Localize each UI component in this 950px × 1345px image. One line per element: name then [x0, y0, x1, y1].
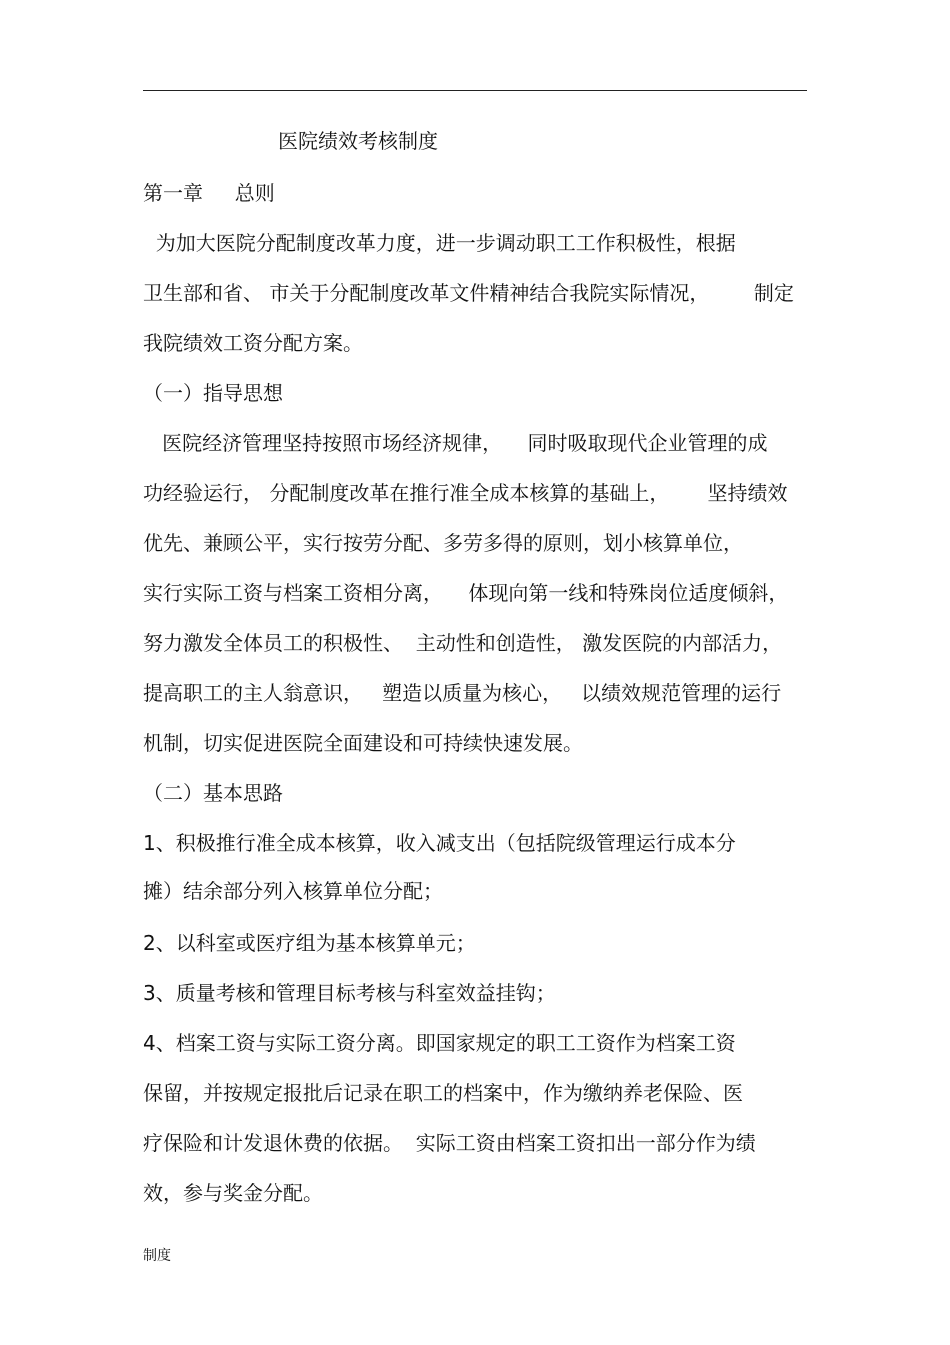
section1-line-5: 努力激发全体员工的积极性、 主动性和创造性， 激发医院的内部活力，	[143, 631, 783, 655]
section2-line-3: 2、以科室或医疗组为基本核算单元；	[143, 931, 476, 955]
intro-line-1: 为加大医院分配制度改革力度，进一步调动职工工作积极性，根据	[143, 231, 736, 255]
section1-heading: （一）指导思想	[143, 381, 283, 405]
page-footer-label: 制度	[143, 1248, 171, 1264]
chapter-heading: 第一章 总则	[143, 181, 275, 205]
section2-line-4: 3、质量考核和管理目标考核与科室效益挂钩；	[143, 981, 556, 1005]
intro-line-2: 卫生部和省、 市关于分配制度改革文件精神结合我院实际情况， 制定	[143, 281, 794, 305]
section1-line-1: 医院经济管理坚持按照市场经济规律， 同时吸取现代企业管理的成	[143, 431, 768, 455]
section1-line-4: 实行实际工资与档案工资相分离， 体现向第一线和特殊岗位适度倾斜，	[143, 581, 789, 605]
section1-line-3: 优先、兼顾公平，实行按劳分配、多劳多得的原则，划小核算单位，	[143, 531, 743, 555]
section2-heading: （二）基本思路	[143, 781, 283, 805]
section2-line-6: 保留，并按规定报批后记录在职工的档案中，作为缴纳养老保险、医	[143, 1081, 743, 1105]
section1-line-2: 功经验运行， 分配制度改革在推行准全成本核算的基础上， 坚持绩效	[143, 481, 788, 505]
section2-line-8: 效，参与奖金分配。	[143, 1181, 323, 1205]
document-title: 医院绩效考核制度	[278, 129, 438, 153]
section2-line-2: 摊）结余部分列入核算单位分配；	[143, 879, 443, 903]
intro-line-3: 我院绩效工资分配方案。	[143, 331, 363, 355]
section2-line-1: 1、积极推行准全成本核算，收入减支出（包括院级管理运行成本分	[143, 831, 736, 855]
section2-line-5: 4、档案工资与实际工资分离。即国家规定的职工工资作为档案工资	[143, 1031, 736, 1055]
header-rule	[143, 90, 807, 91]
section1-line-7: 机制，切实促进医院全面建设和可持续快速发展。	[143, 731, 583, 755]
section1-line-6: 提高职工的主人翁意识， 塑造以质量为核心， 以绩效规范管理的运行	[143, 681, 782, 705]
section2-line-7: 疗保险和计发退休费的依据。 实际工资由档案工资扣出一部分作为绩	[143, 1131, 756, 1155]
